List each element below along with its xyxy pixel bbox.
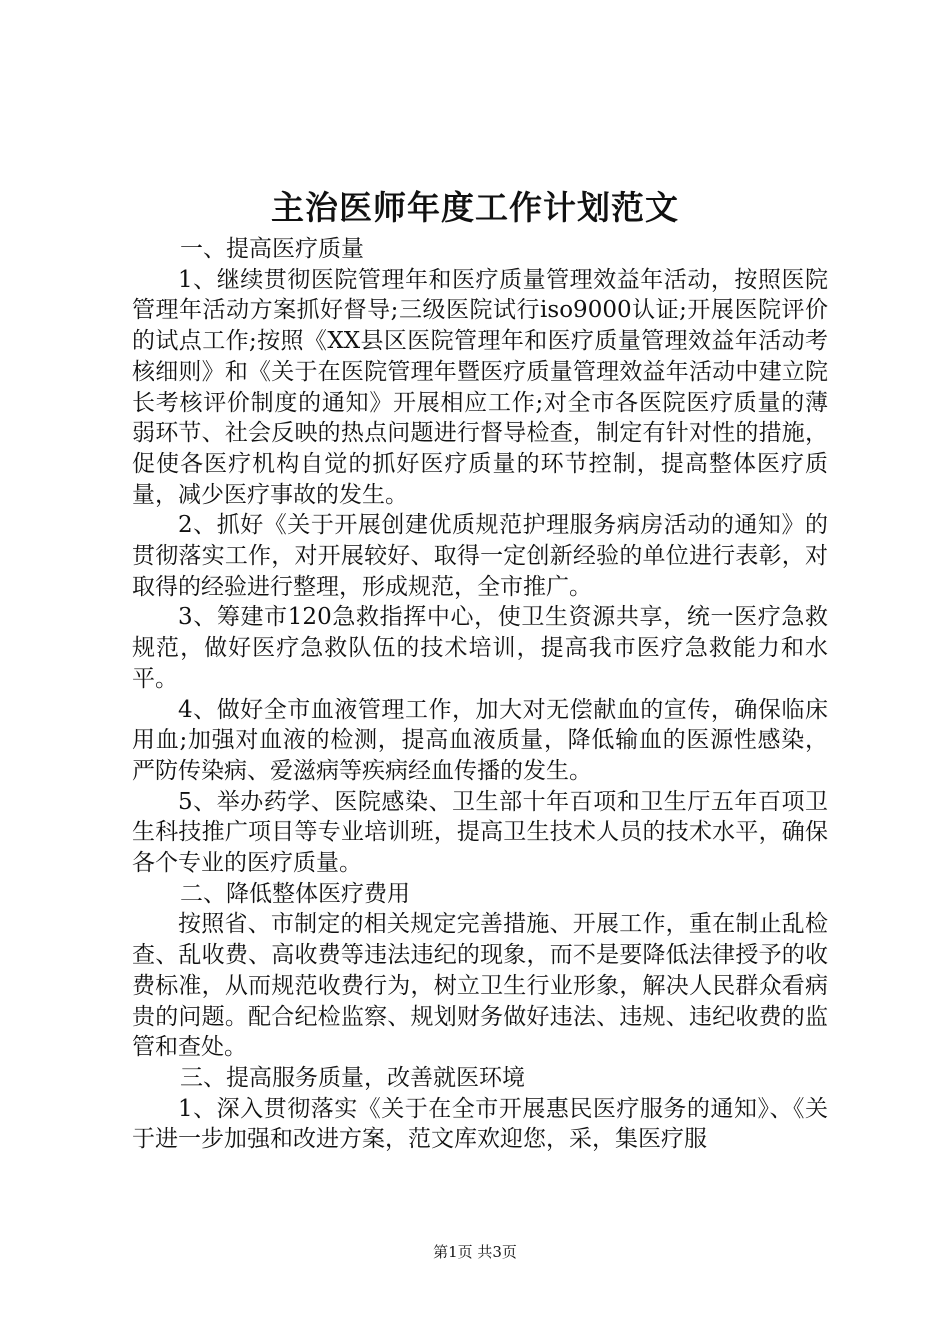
paragraph-1-1: 1、继续贯彻医院管理年和医疗质量管理效益年活动，按照医院管理年活动方案抓好督导;三级医院试行iso9000认证;开展医院评价的试点工作;按照《XX县区医院管理年和医疗质量管理效益年活动考核细则》和《关于在医院管理年暨医疗质量管理效益年活动中建立院长考核评价制度的通知》开展相应工作;对全市各医院医疗质量的薄弱环节、社会反映的热点问题进行督导检查，制定有针对性的措施，促使各医疗机构自觉的抓好医疗质量的环节控制，提高整体医疗质量，减少医疗事故的发生。 xyxy=(132,266,828,508)
document-title: 主治医师年度工作计划范文 xyxy=(271,188,679,227)
paragraph-3-1: 1、深入贯彻落实《关于在全市开展惠民医疗服务的通知》、《关于进一步加强和改进方案，范文库欢迎您，采，集医疗服 xyxy=(132,1095,828,1153)
page-number-footer: 第1页 共3页 xyxy=(433,1243,517,1261)
paragraph-1-4: 4、做好全市血液管理工作，加大对无偿献血的宣传，确保临床用血;加强对血液的检测，提高血液质量，降低输血的医源性感染，严防传染病、爱滋病等疾病经血传播的发生。 xyxy=(132,696,828,784)
paragraph-1-3: 3、筹建市120急救指挥中心，使卫生资源共享，统一医疗急救规范，做好医疗急救队伍的技术培训，提高我市医疗急救能力和水平。 xyxy=(132,604,828,692)
paragraph-1-2: 2、抓好《关于开展创建优质规范护理服务病房活动的通知》的贯彻落实工作，对开展较好、取得一定创新经验的单位进行表彰，对取得的经验进行整理，形成规范，全市推广。 xyxy=(132,512,828,600)
section-heading-3: 三、提高服务质量，改善就医环境 xyxy=(180,1064,525,1091)
section-heading-2: 二、降低整体医疗费用 xyxy=(180,880,410,907)
paragraph-2-1: 按照省、市制定的相关规定完善措施、开展工作，重在制止乱检查、乱收费、高收费等违法违纪的现象，而不是要降低法律授予的收费标准，从而规范收费行为，树立卫生行业形象，解决人民群众看病贵的问题。配合纪检监察、规划财务做好违法、违规、违纪收费的监管和查处。 xyxy=(132,911,828,1061)
paragraph-1-5: 5、举办药学、医院感染、卫生部十年百项和卫生厅五年百项卫生科技推广项目等专业培训班，提高卫生技术人员的技术水平，确保各个专业的医疗质量。 xyxy=(132,788,828,877)
section-heading-1: 一、提高医疗质量 xyxy=(180,236,364,262)
document-body xyxy=(132,234,828,1155)
